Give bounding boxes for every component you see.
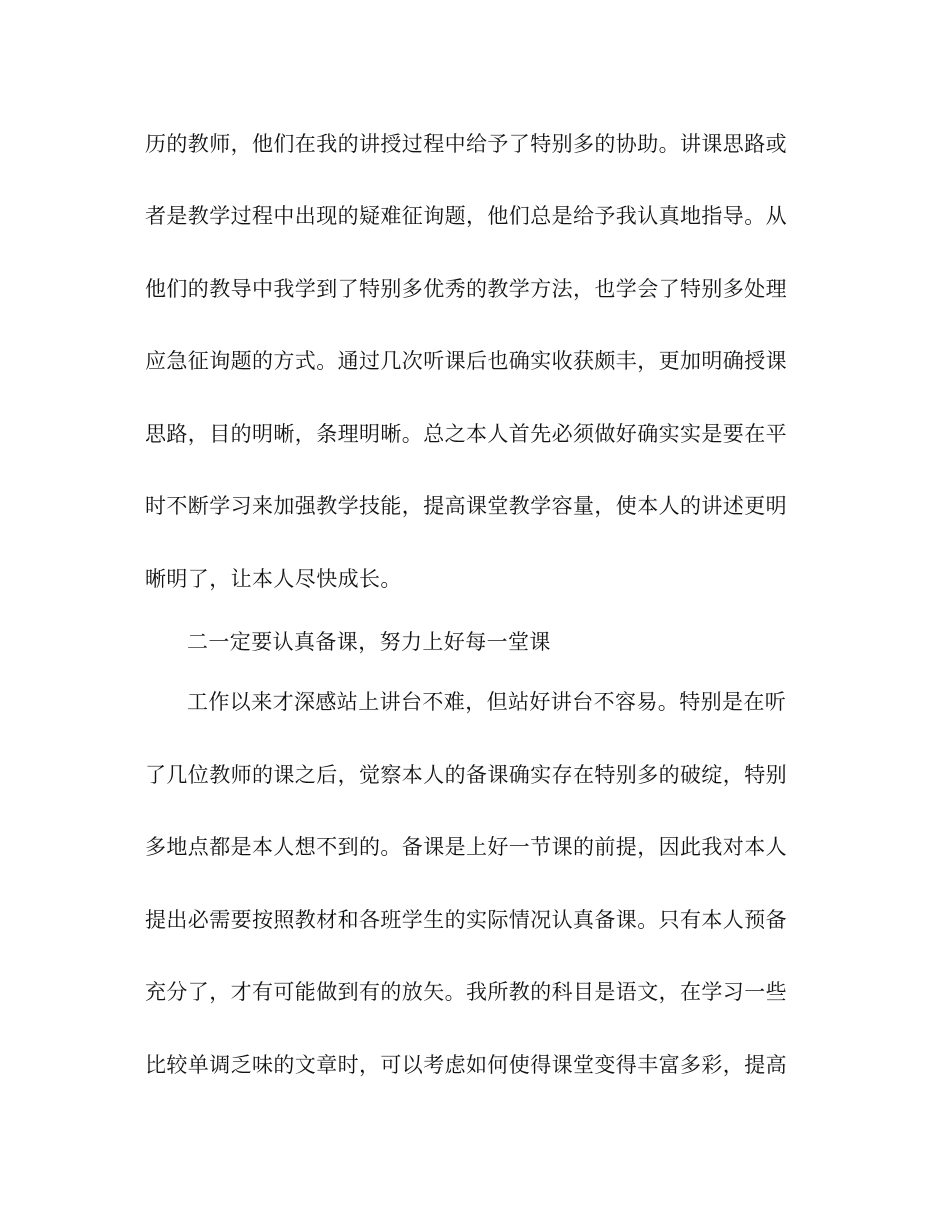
paragraph-line: 应急征询题的方式。通过几次听课后也确实收获颇丰，更加明确授课: [145, 349, 787, 373]
section-heading: 二一定要认真备课，努力上好每一堂课: [187, 630, 551, 654]
paragraph-line: 历的教师，他们在我的讲授过程中给予了特别多的协助。讲课思路或: [145, 132, 787, 156]
paragraph-line: 思路，目的明晰，条理明晰。总之本人首先必须做好确实实是要在平: [145, 422, 787, 446]
paragraph-line: 多地点都是本人想不到的。备课是上好一节课的前提，因此我对本人: [145, 835, 787, 859]
paragraph-line: 工作以来才深感站上讲台不难，但站好讲台不容易。特别是在听: [187, 690, 787, 714]
paragraph-line: 比较单调乏味的文章时，可以考虑如何使得课堂变得丰富多彩，提高: [145, 1053, 787, 1077]
paragraph-line: 时不断学习来加强教学技能，提高课堂教学容量，使本人的讲述更明: [145, 494, 787, 518]
paragraph-line: 他们的教导中我学到了特别多优秀的教学方法，也学会了特别多处理: [145, 277, 787, 301]
paragraph-line: 提出必需要按照教材和各班学生的实际情况认真备课。只有本人预备: [145, 908, 787, 932]
paragraph-line: 充分了，才有可能做到有的放矢。我所教的科目是语文，在学习一些: [145, 980, 787, 1004]
paragraph-line: 者是教学过程中出现的疑难征询题，他们总是给予我认真地指导。从: [145, 204, 787, 228]
paragraph-line: 晰明了，让本人尽快成长。: [145, 567, 402, 591]
paragraph-line: 了几位教师的课之后，觉察本人的备课确实存在特别多的破绽，特别: [145, 763, 787, 787]
